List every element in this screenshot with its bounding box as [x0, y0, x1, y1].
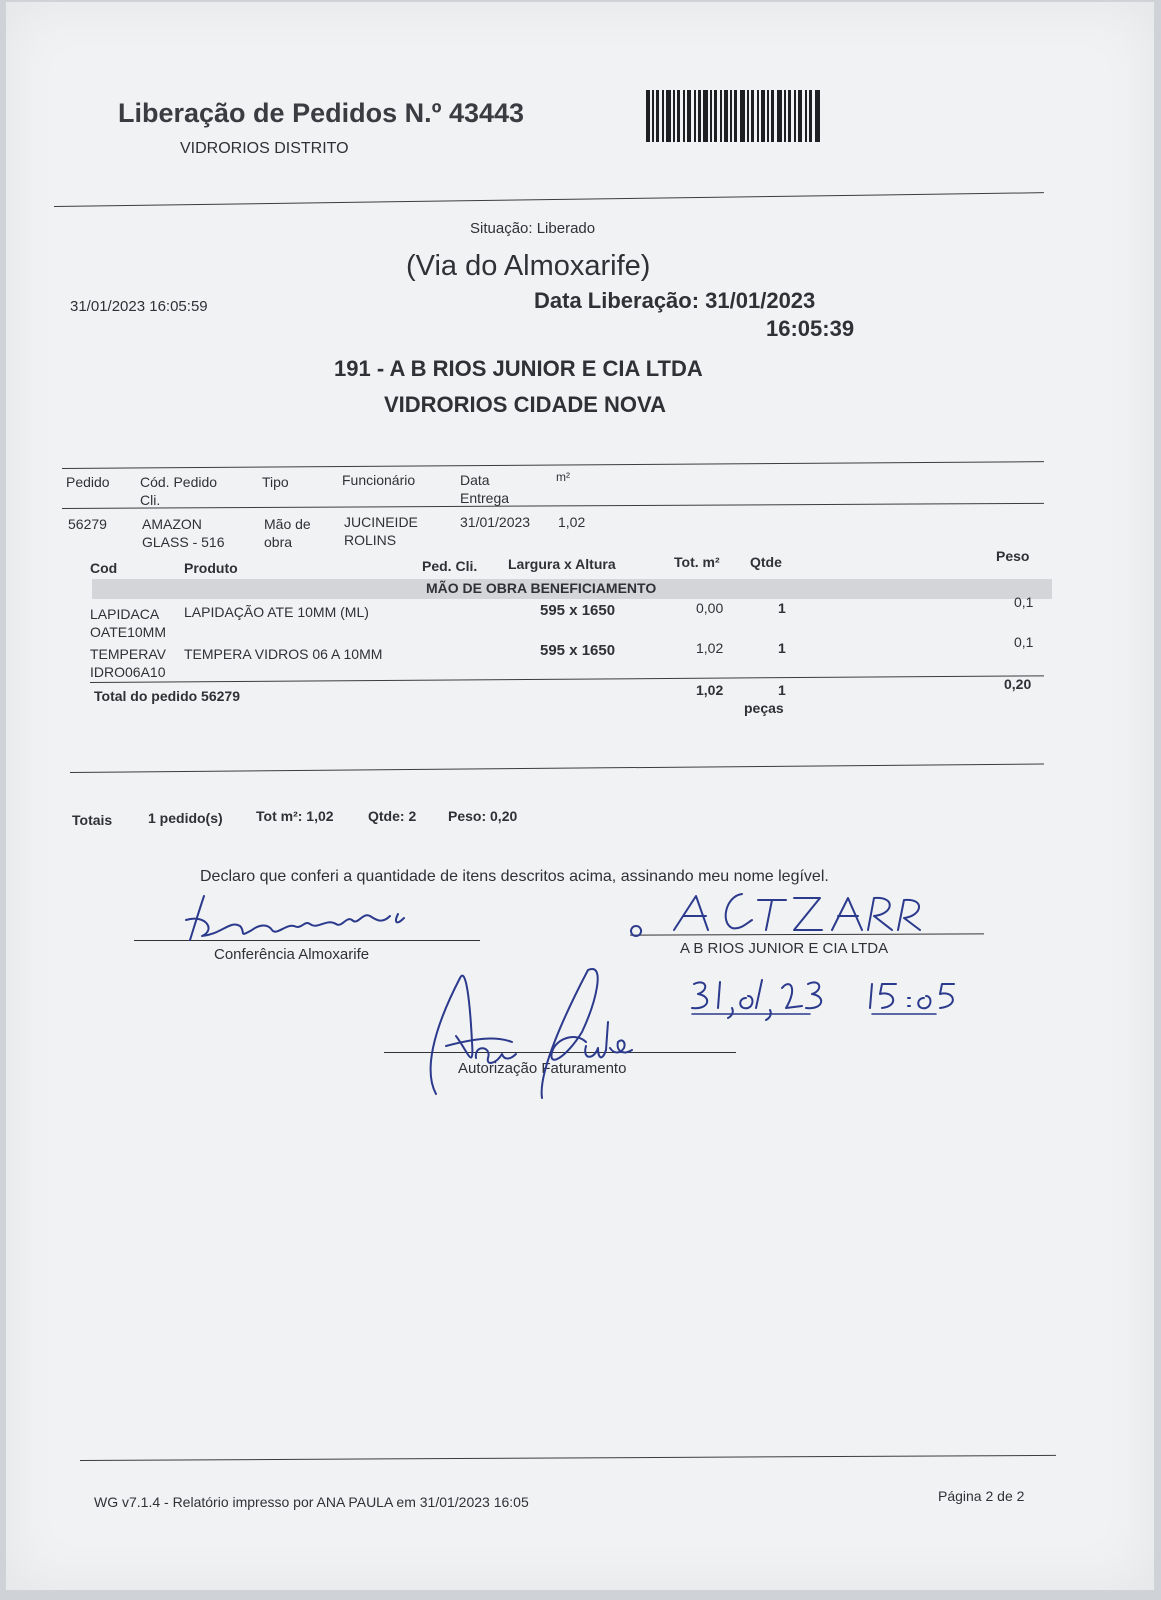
totals-peso: Peso: 0,20 [448, 808, 518, 824]
col-pedido: Pedido [66, 474, 110, 490]
order-client-code-2: GLASS - 516 [142, 534, 225, 550]
item-product: TEMPERA VIDROS 06 A 10MM [184, 646, 383, 662]
status-text: Situação: Liberado [470, 220, 596, 237]
declaration-text: Declaro que conferi a quantidade de itens descritos acima, assinando meu nome legível. [200, 868, 829, 885]
item-peso: 0,1 [1014, 634, 1034, 650]
col-qtde: Qtde [750, 554, 782, 570]
col-cod-pedido: Cód. Pedido [140, 474, 218, 490]
item-code: TEMPERAV [90, 646, 166, 662]
col-cod-pedido-2: Cli. [140, 492, 161, 508]
item-code: LAPIDACA [90, 606, 160, 622]
order-type-2: obra [264, 534, 293, 550]
order-delivery-date: 31/01/2023 [460, 514, 531, 530]
item-tot-m2: 0,00 [696, 600, 724, 616]
totals-label: Totais [72, 812, 113, 828]
item-qtde: 1 [778, 600, 786, 616]
col-largura-altura: Largura x Altura [508, 556, 616, 572]
col-produto: Produto [184, 560, 238, 576]
company-name: VIDRORIOS DISTRITO [180, 140, 349, 157]
item-qtde: 1 [778, 640, 786, 656]
page-number: Página 2 de 2 [938, 1488, 1025, 1504]
order-type: Mão de [264, 516, 311, 532]
order-m2: 1,02 [558, 514, 586, 530]
item-code-2: IDRO06A10 [90, 664, 166, 680]
totals-m2: Tot m²: 1,02 [256, 808, 334, 824]
order-total-qtde: 1 [778, 682, 786, 698]
order-total-peso: 0,20 [1004, 676, 1032, 692]
item-dimensions: 595 x 1650 [540, 602, 616, 619]
signature-conferencia [176, 890, 426, 946]
group-title: MÃO DE OBRA BENEFICIAMENTO [426, 580, 657, 596]
document-title: Liberação de Pedidos N.º 43443 [118, 98, 525, 128]
order-total-label: Total do pedido 56279 [94, 688, 240, 704]
order-total-unit: peças [744, 700, 784, 716]
col-data-2: Entrega [460, 490, 510, 506]
header-divider [54, 192, 1044, 207]
document-page [6, 2, 1154, 1590]
signature-label-autorizacao: Autorização Faturamento [458, 1060, 627, 1077]
print-timestamp: 31/01/2023 16:05:59 [70, 298, 208, 315]
client-store: VIDRORIOS CIDADE NOVA [384, 392, 666, 417]
footer-divider [80, 1455, 1056, 1461]
totals-qtde: Qtde: 2 [368, 808, 417, 824]
items-total-divider [90, 675, 1044, 683]
col-cod: Cod [90, 560, 118, 576]
order-header-divider [62, 503, 1044, 509]
signature-company [626, 886, 926, 942]
totals-orders: 1 pedido(s) [148, 810, 223, 826]
signature-label-company: A B RIOS JUNIOR E CIA LTDA [680, 940, 889, 957]
totals-divider [70, 764, 1044, 773]
order-employee: JUCINEIDE [344, 514, 418, 530]
order-total-m2: 1,02 [696, 682, 724, 698]
handwritten-date [686, 974, 986, 1024]
col-ped-cli: Ped. Cli. [422, 558, 478, 574]
item-peso: 0,1 [1014, 594, 1034, 610]
col-peso: Peso [996, 548, 1030, 564]
order-client-code: AMAZON [142, 516, 202, 532]
item-tot-m2: 1,02 [696, 640, 724, 656]
footer-printed-by: WG v7.1.4 - Relatório impresso por ANA PAULA em 31/01/2023 16:05 [94, 1494, 529, 1510]
copy-label: (Via do Almoxarife) [406, 250, 651, 282]
release-date: Data Liberação: 31/01/2023 [534, 288, 816, 313]
order-number: 56279 [68, 516, 107, 532]
col-tipo: Tipo [262, 474, 289, 490]
col-tot-m2: Tot. m² [674, 554, 720, 570]
barcode-icon [646, 90, 820, 142]
order-table-top [62, 461, 1044, 469]
item-dimensions: 595 x 1650 [540, 642, 616, 659]
client-name: 191 - A B RIOS JUNIOR E CIA LTDA [334, 356, 703, 381]
signature-label-conferencia: Conferência Almoxarife [214, 946, 370, 963]
order-employee-2: ROLINS [344, 532, 397, 548]
col-m2: m² [556, 470, 570, 484]
signature-autorizacao [416, 962, 646, 1102]
col-funcionario: Funcionário [342, 472, 416, 488]
release-time: 16:05:39 [766, 316, 855, 341]
col-data: Data [460, 472, 490, 488]
item-product: LAPIDAÇÃO ATE 10MM (ML) [184, 604, 369, 620]
item-code-2: OATE10MM [90, 624, 166, 640]
